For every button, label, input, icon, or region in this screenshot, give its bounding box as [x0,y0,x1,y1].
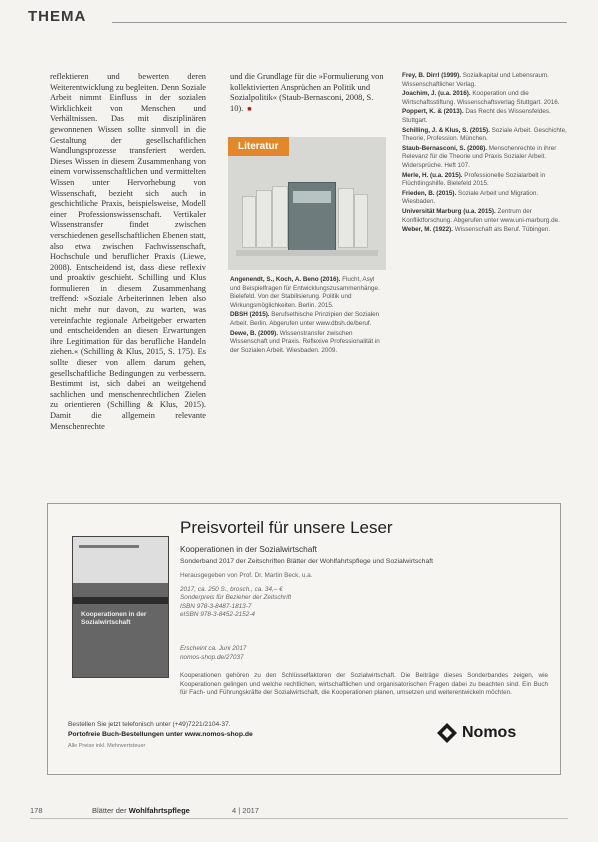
article-column-1 [50,72,206,432]
ad-note: Alle Preise inkl. Mehrwertsteuer [68,743,146,749]
ad-order-phone: Bestellen Sie jetzt telefonisch unter (+49)7221/2104-37. [68,721,231,728]
ad-availability: Erscheint ca. Juni 2017 nomos-shop.de/27037 [180,645,247,661]
book-illustration-main [288,182,336,252]
section-title: THEMA [28,8,87,25]
article-text-2 [230,72,386,114]
reference-entry: Schilling, J. & Klus, S. (2015). Soziale Arbeit. Geschichte, Theorie, Profession. München. [402,126,567,143]
reference-entry: Weber, M. (1922). Wissenschaft als Beruf. Tübingen. [402,226,551,234]
ad-book-title: Kooperationen in der Sozialwirtschaft [180,544,317,554]
footer-rule [30,818,568,819]
reference-entry: Frey, B. Dirrl (1999). Sozialkapital und Lebensraum. Wissenschaftlicher Verlag. [402,72,549,88]
references-middle [230,276,386,356]
reference-entry: Staub-Bernasconi, S. (2008). Menschenrechte in ihrer Relevanz für die Theorie und Praxis Sozialer Arbeit. Widersprüche. Heft 107. [402,144,557,169]
book-cover-title: Kooperationen in der Sozialwirtschaft [81,611,147,626]
book-illustration [272,186,288,248]
article-column-2 [230,72,386,114]
reference-entry: DBSH (2015). Berufsethische Prinzipien der Sozialen Arbeit. Berlin. Abgerufen unter www.dbsh.de/beruf. [230,311,380,327]
references-right [402,72,570,236]
nomos-logo-icon [436,722,458,744]
end-mark: ■ [247,104,252,113]
article-text-2-body: und die Grundlage für die »Formulierung von kollektivierten Ansprüchen an Politik und Sozialpolitik« (Staub-Bernasconi, 2008, S. 10). [230,72,384,113]
ad-order-web[interactable]: Portofreie Buch-Bestellungen unter www.nomos-shop.de [68,731,253,738]
issue-number: 4 | 2017 [232,806,259,815]
book-cover [72,536,169,678]
reference-entry: Merle, H. (u.a. 2015). Professionelle Sozialarbeit in Flüchtlingshilfe. Bielefeld 2015. [402,171,546,188]
section-rule [112,22,567,23]
reference-entry: Poppert, K. & (2013). Das Recht des Wissensfeldes. Stuttgart. [402,108,551,124]
book-illustration [242,196,256,248]
book-illustration [354,194,368,248]
ad-series: Sonderband 2017 der Zeitschriften Blätter der Wohlfahrtspflege und Sozialwirtschaft [180,558,434,565]
reference-entry: Angenendt, S., Koch, A. Beno (2016). Flucht, Asyl und Beispielfragen für Entwicklungszusammenhänge. Bielefeld. Von der Stabilisierung. Politik und Wirkungsmöglichkeiten. Berlin. 2015. [230,276,380,309]
article-text-1: reflektieren und bewerten deren Weiterentwicklung zu begleiten. Denn Soziale Arbeit nimmt Einfluss in der sozialen Wirklichkeit von Menschen und Verhältnissen. Das mit disziplinären gewonnenen Wissen sollte sinnvoll in die Gestaltung der gesellschaftlichen Wandlungsprozesse transferiert werden. Dieses Wissen in diesem Zusammenhang von einem vorwissenschaftlichen und vermittelten Wissen unter Hervorhebung von Wissenschaft, bezieht sich auch in geschichtliche Praxis, beispielsweise, Modell einer Professionswissenschaft. Vertikaler Wissenstransfer findet zwischen verschiedenen gesellschaftlichen Ebenen statt, also etwa zwischen Fachwissenschaft, Hochschule und beruflicher Praxis (Liewe, 2008). Entscheidend ist, dass diese reflexiv und proaktiv geschieht. Schilling und Klus formulieren in diesem Zusammenhang treffend: »Soziale Arbeiterinnen leben also nicht mehr nur davon, zu warten, was vereinfachte regionale Arbeitgeber erwarten und entscheidenden an diesen Erwartungen ihre Legitimation für das berufliche Handeln ziehen.« (Schilling & Klus, 2015, S. 175). Es sollte dieser von allem darum gehen, gesellschaftliche Bedingungen zu verbessern. Bestimmt ist, sich dabei an weitgehend sachlichen und menschenrechtlichen Zielen zu orientieren (Schilling & Klus, 2015). Damit die allgemein relevante Menschenrechte [50,72,206,431]
book-illustration [256,190,272,248]
journal-name: Blätter der Wohlfahrtspflege [92,806,190,815]
ad-description: Kooperationen gehören zu den Schlüsselfaktoren der Sozialwirtschaft. Die Beiträge dieses Sonderbandes zeigen, wie Kooperationen gelingen und welche rechtlichen, wirtschaftlichen und organisatorischen Fragen dabei zu beachten sind. Ein Buch für Fach- und Führungskräfte der Sozialwirtschaft, die Kooperationen planen, umsetzen und weiterentwickeln möchten. [180,672,548,697]
literature-image [228,137,386,270]
reference-entry: Frieden, B. (2015). Soziale Arbeit und Migration. Wiesbaden. [402,189,539,206]
book-illustration [338,188,354,248]
ad-headline: Preisvorteil für unsere Leser [180,518,393,537]
publisher-ad [47,503,561,775]
ad-details: 2017, ca. 250 S., brosch., ca. 34,– € Sonderpreis für Bezieher der Zeitschrift ISBN 978-3-8487-1813-7 eISBN 978-3-8452-2152-4 [180,586,292,618]
reference-entry: Dewe, B. (2009). Wissenstransfer zwischen Wissenschaft und Praxis. Reflexive Professionalität in der Sozialen Arbeit. Wiesbaden. 2009. [230,329,380,354]
literature-label: Literatur [228,137,289,156]
ad-shop-link[interactable]: nomos-shop.de/27037 [180,654,244,661]
publisher-name: Nomos [462,724,517,741]
shelf [236,250,378,256]
ad-editors: Herausgegeben von Prof. Dr. Martin Beck, u.a. [180,572,313,579]
reference-entry: Universität Marburg (u.a. 2015). Zentrum der Konfliktforschung. Abgerufen unter www.uni-marburg.de. [402,207,560,224]
reference-entry: Joachim, J. (u.a. 2016). Kooperation und die Wirtschaftsstiftung. Wissenschaftsverlag Stuttgart. 2016. [402,90,560,106]
page-number: 178 [30,806,43,815]
